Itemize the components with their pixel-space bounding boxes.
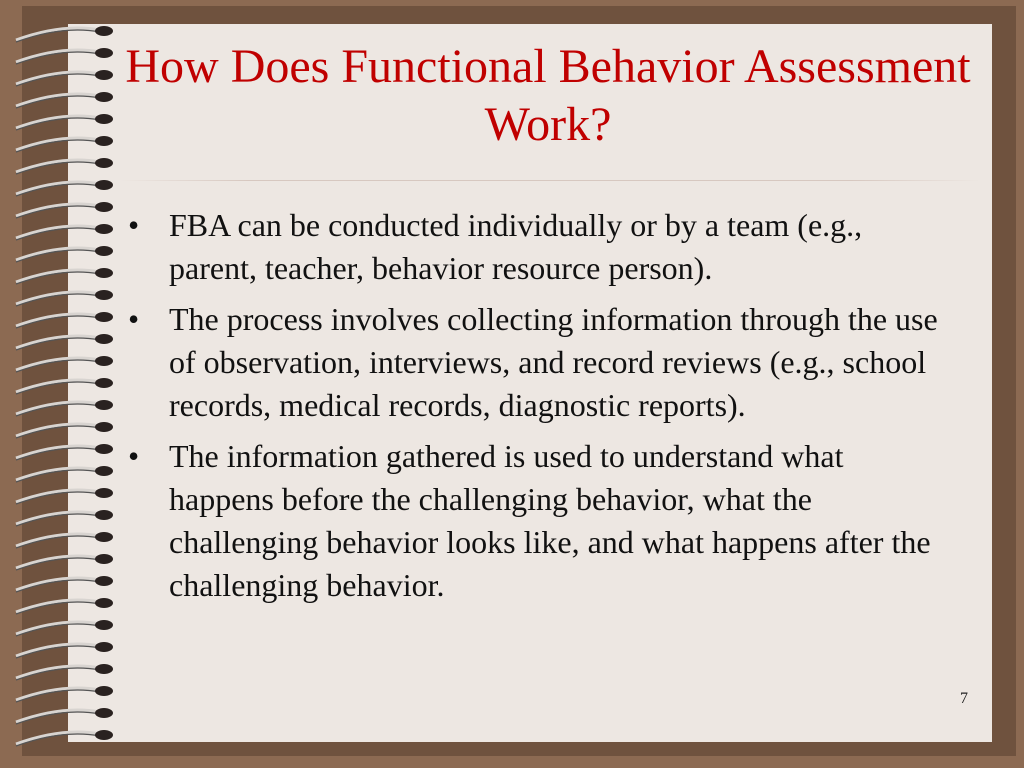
- page-number: 7: [960, 690, 968, 707]
- bullet-text: The process involves collecting information through the use of observation, interviews, and record reviews (e.g., school records, medical records, diagnostic reports).: [169, 301, 938, 423]
- bullet-item: [128, 435, 948, 607]
- title-divider: [120, 180, 980, 181]
- bullet-text: The information gathered is used to understand what happens before the challenging behavior, what the challenging behavior looks like, and what happens after the challenging behavior.: [169, 438, 931, 603]
- bullet-dot: •: [128, 438, 140, 474]
- bullet-item: [128, 298, 948, 427]
- bullet-text: FBA can be conducted individually or by a team (e.g., parent, teacher, behavior resource person).: [169, 207, 863, 286]
- bullet-dot: •: [128, 301, 140, 337]
- bullet-item: [128, 204, 948, 290]
- slide-title: How Does Functional Behavior Assessment Work?: [125, 40, 971, 151]
- bullet-list: [128, 204, 948, 615]
- bullet-dot: •: [128, 207, 140, 243]
